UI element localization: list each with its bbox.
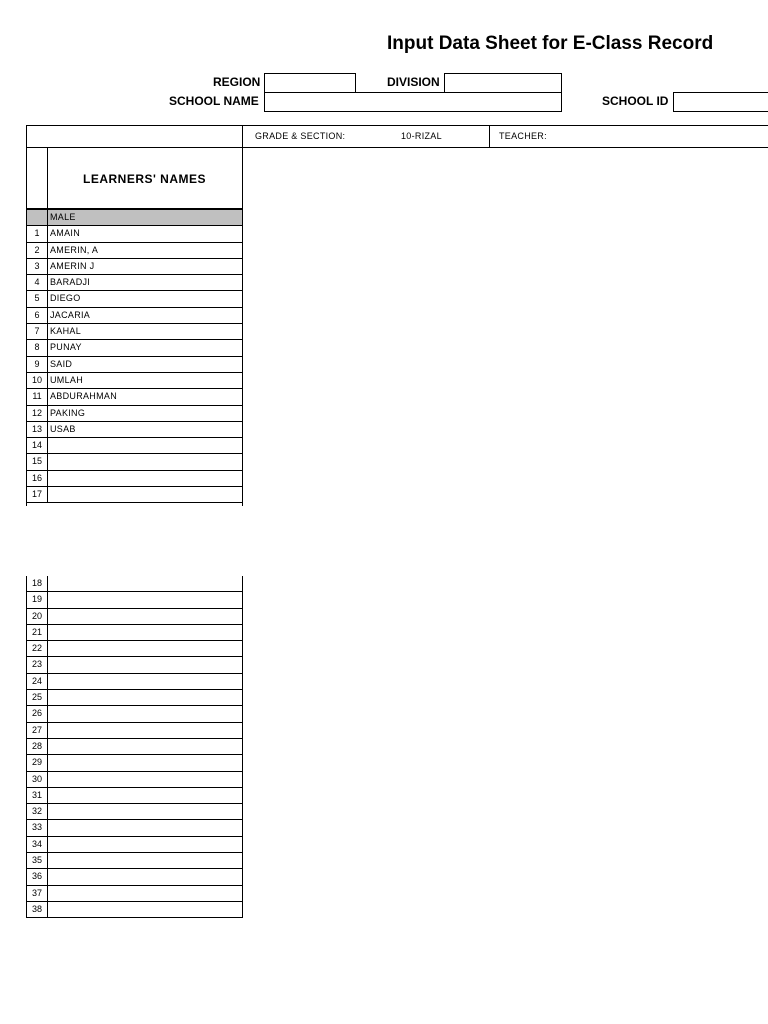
- learner-row: [26, 406, 243, 422]
- learner-name-cell[interactable]: [48, 723, 242, 738]
- learner-name-cell[interactable]: AMERIN, A: [50, 244, 99, 255]
- learner-name-cell[interactable]: [48, 454, 242, 469]
- learner-name-cell[interactable]: [48, 657, 242, 672]
- row-number: 28: [27, 739, 48, 754]
- learner-row: [26, 674, 243, 690]
- learner-name-cell[interactable]: [48, 592, 242, 607]
- learner-name-cell[interactable]: KAHAL: [50, 326, 82, 337]
- row-number: [27, 210, 48, 225]
- learner-row: [26, 471, 243, 487]
- row-number: 30: [27, 772, 48, 787]
- learner-name-cell[interactable]: [48, 576, 242, 591]
- row-number: 23: [27, 657, 48, 672]
- row-number: 19: [27, 592, 48, 607]
- row-number: 2: [27, 243, 48, 258]
- learner-row: [26, 259, 243, 275]
- row-number: 13: [27, 422, 48, 437]
- learner-row: [26, 422, 243, 438]
- row-number: 38: [27, 902, 48, 917]
- learner-name-cell[interactable]: [48, 739, 242, 754]
- learners-names-header: LEARNERS' NAMES: [82, 171, 207, 186]
- learner-name-cell[interactable]: BARADJI: [50, 277, 91, 288]
- learner-name-cell[interactable]: [48, 471, 242, 486]
- learner-row: [26, 487, 243, 503]
- row-number: 16: [27, 471, 48, 486]
- row-number: 10: [27, 373, 48, 388]
- learner-name-cell[interactable]: ABDURAHMAN: [50, 391, 118, 402]
- learner-name-cell[interactable]: [48, 625, 242, 640]
- learner-name-cell[interactable]: [48, 820, 242, 835]
- learner-row: [26, 772, 243, 788]
- learner-row: [26, 788, 243, 804]
- school-name-label: SCHOOL NAME: [169, 94, 259, 108]
- learner-row: [26, 886, 243, 902]
- learner-name-cell[interactable]: [48, 772, 242, 787]
- learner-row: [26, 454, 243, 470]
- male-section-row: [26, 210, 243, 226]
- learner-name-cell[interactable]: [48, 706, 242, 721]
- row-number: 32: [27, 804, 48, 819]
- learner-row: [26, 706, 243, 722]
- learner-row: [26, 389, 243, 405]
- school-name-field[interactable]: [264, 92, 562, 112]
- row-number: 20: [27, 609, 48, 624]
- school-id-label: SCHOOL ID: [602, 94, 669, 108]
- learner-name-cell[interactable]: [48, 804, 242, 819]
- row-number: 14: [27, 438, 48, 453]
- learner-name-cell[interactable]: AMERIN J: [50, 260, 95, 271]
- learner-row: [26, 340, 243, 356]
- row-number: 34: [27, 837, 48, 852]
- row-number: 29: [27, 755, 48, 770]
- row-number: 8: [27, 340, 48, 355]
- row-number: 7: [27, 324, 48, 339]
- learner-name-cell[interactable]: AMAIN: [50, 228, 81, 239]
- row-number: 36: [27, 869, 48, 884]
- row-number: 5: [27, 291, 48, 306]
- learner-row: [26, 373, 243, 389]
- row-number: 3: [27, 259, 48, 274]
- row-number: 26: [27, 706, 48, 721]
- learner-name-cell[interactable]: JACARIA: [50, 309, 91, 320]
- learner-row: [26, 739, 243, 755]
- row-number: 25: [27, 690, 48, 705]
- row-number: 18: [27, 576, 48, 591]
- learner-row: [26, 804, 243, 820]
- learner-row: [26, 853, 243, 869]
- learner-row: [26, 625, 243, 641]
- learner-row: [26, 657, 243, 673]
- region-label: REGION: [213, 75, 261, 89]
- learner-row: [26, 243, 243, 259]
- learner-name-cell[interactable]: PUNAY: [50, 342, 82, 353]
- row-number: 9: [27, 357, 48, 372]
- row-number: 24: [27, 674, 48, 689]
- row-number: 27: [27, 723, 48, 738]
- learner-row: [26, 837, 243, 853]
- learner-row: [26, 291, 243, 307]
- learner-row: [26, 308, 243, 324]
- row-number: 6: [27, 308, 48, 323]
- row-number: 21: [27, 625, 48, 640]
- teacher-label: TEACHER:: [499, 131, 547, 141]
- learners-table-page2: [26, 576, 243, 918]
- info-bar-divider: [489, 125, 490, 148]
- row-number: 1: [27, 226, 48, 241]
- learner-name-cell[interactable]: DIEGO: [50, 293, 81, 304]
- learner-row: [26, 641, 243, 657]
- learner-name-cell[interactable]: [48, 902, 242, 917]
- learner-name-cell[interactable]: [48, 837, 242, 852]
- grade-section-value[interactable]: 10-RIZAL: [401, 131, 442, 141]
- row-number: 22: [27, 641, 48, 656]
- learner-name-cell[interactable]: [48, 641, 242, 656]
- learner-row: [26, 723, 243, 739]
- info-bar-top-border: [26, 125, 768, 126]
- learner-row: [26, 324, 243, 340]
- learner-name-cell[interactable]: [48, 438, 242, 453]
- learner-name-cell[interactable]: [48, 755, 242, 770]
- learner-row: [26, 820, 243, 836]
- division-label: DIVISION: [387, 75, 440, 89]
- row-number: 37: [27, 886, 48, 901]
- learner-name-cell[interactable]: [48, 853, 242, 868]
- row-number: 4: [27, 275, 48, 290]
- learner-name-cell[interactable]: [48, 487, 242, 502]
- learner-name-cell[interactable]: [48, 609, 242, 624]
- page-title: Input Data Sheet for E-Class Record: [387, 33, 714, 54]
- school-id-field[interactable]: [673, 92, 768, 112]
- division-field[interactable]: [444, 73, 562, 93]
- learner-row: [26, 275, 243, 291]
- row-number: 11: [27, 389, 48, 404]
- learner-name-cell[interactable]: SAID: [50, 358, 73, 369]
- row-number: 12: [27, 406, 48, 421]
- learner-row: [26, 438, 243, 454]
- learner-name-cell[interactable]: PAKING: [50, 407, 86, 418]
- learner-row: [26, 609, 243, 625]
- row-number: 17: [27, 487, 48, 502]
- grade-section-label: GRADE & SECTION:: [255, 131, 346, 141]
- row-number: 15: [27, 454, 48, 469]
- learner-name-cell[interactable]: [48, 690, 242, 705]
- learner-name-cell[interactable]: [48, 674, 242, 689]
- learner-row: [26, 902, 243, 918]
- row-number: 31: [27, 788, 48, 803]
- learner-row: [26, 690, 243, 706]
- male-section-label: MALE: [50, 212, 76, 222]
- learner-row: [26, 226, 243, 242]
- learner-name-cell[interactable]: [48, 788, 242, 803]
- learners-table-page1: [26, 210, 243, 503]
- region-field[interactable]: [264, 73, 356, 93]
- learner-name-cell[interactable]: UMLAH: [50, 374, 84, 385]
- learner-row: [26, 576, 243, 592]
- learner-row: [26, 357, 243, 373]
- learner-name-cell[interactable]: [48, 886, 242, 901]
- learner-name-cell[interactable]: [48, 869, 242, 884]
- row-number: 33: [27, 820, 48, 835]
- learner-row: [26, 869, 243, 885]
- learner-row: [26, 592, 243, 608]
- learner-row: [26, 755, 243, 771]
- row-number: 35: [27, 853, 48, 868]
- learner-name-cell[interactable]: USAB: [50, 423, 76, 434]
